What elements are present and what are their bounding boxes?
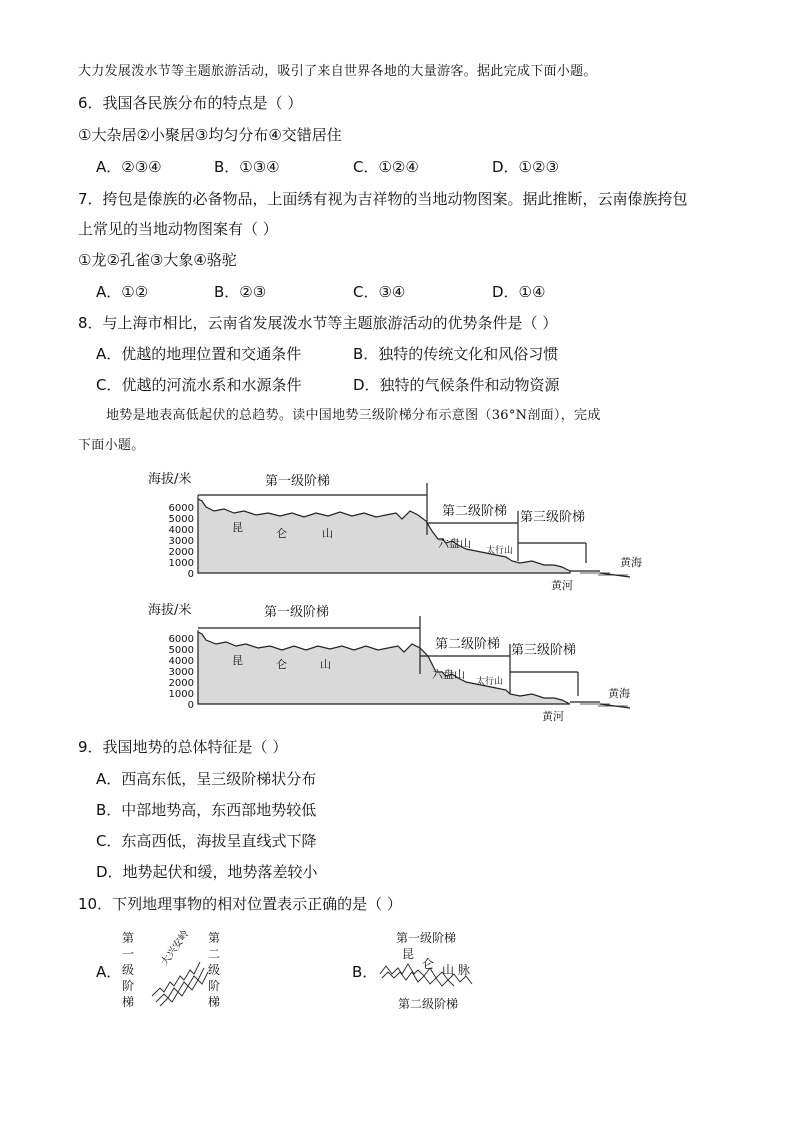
profile2-taihang-label: 太行山	[476, 677, 504, 687]
profile1-taihang-label: 太行山	[486, 546, 514, 556]
profile1-ytick: 2000	[168, 547, 194, 558]
q10-a-right-char: 级	[208, 963, 221, 977]
profile1-sea-label: 黄海	[620, 556, 642, 569]
profile1-ylabel: 海拔/米	[148, 472, 192, 487]
intro-text: 大力发展泼水节等主题旅游活动，吸引了来自世界各地的大量游客。据此完成下面小题。	[78, 64, 597, 79]
profile2-ytick: 5000	[168, 645, 194, 656]
profile1-terrain	[198, 499, 570, 573]
profile1-step2-label: 第二级阶梯	[442, 504, 508, 519]
passage2-line2: 下面小题。	[78, 438, 145, 453]
profile1-kunlun-3: 山	[322, 527, 333, 540]
profile1-ytick: 4000	[168, 525, 194, 536]
q10-option-b-label[interactable]: B．	[352, 963, 378, 981]
q6-option-d[interactable]: D．①②③	[492, 158, 559, 176]
q10-a-left-char: 第	[122, 931, 135, 945]
profile1-step3-label: 第三级阶梯	[520, 510, 586, 525]
q10-b-char: 山	[442, 963, 455, 977]
mountain-range-icon	[152, 962, 208, 1006]
q10-a-right-char: 二	[208, 947, 221, 961]
profile1-step1-label: 第一级阶梯	[265, 474, 331, 489]
profile1-kunlun-1: 昆	[232, 521, 243, 534]
q6-items: ①大杂居②小聚居③均匀分布④交错居住	[78, 126, 342, 144]
profile1-ytick: 0	[187, 569, 194, 580]
q7-options	[96, 282, 696, 302]
profile2-step3-label: 第三级阶梯	[511, 643, 577, 658]
q10-b-top-label: 第一级阶梯	[396, 931, 457, 945]
q7-option-d[interactable]: D．①④	[492, 283, 546, 301]
q8-option-c[interactable]: C．优越的河流水系和水源条件	[96, 376, 302, 394]
q8-option-b[interactable]: B．独特的传统文化和风俗习惯	[353, 345, 559, 363]
q10-option-a-label[interactable]: A．	[96, 963, 122, 981]
q10-a-right-char: 阶	[208, 979, 221, 993]
profile1-ytick: 5000	[168, 514, 194, 525]
profile1-ytick: 3000	[168, 536, 194, 547]
profile2-ytick: 4000	[168, 656, 194, 667]
q8-option-a[interactable]: A．优越的地理位置和交通条件	[96, 345, 302, 363]
q6-stem: 6．我国各民族分布的特点是（ ）	[78, 94, 303, 112]
q9-stem: 9．我国地势的总体特征是（ ）	[78, 738, 288, 756]
q7-option-b[interactable]: B．②③	[214, 283, 267, 301]
q10-b-bottom-label: 第二级阶梯	[398, 997, 459, 1011]
q7-option-a[interactable]: A．①②	[96, 283, 149, 301]
profile2-kunlun-1: 昆	[232, 654, 243, 667]
q10-option-b-diagram	[372, 926, 492, 1014]
q7-stem-line2: 上常见的当地动物图案有（ ）	[78, 220, 278, 238]
q6-option-a[interactable]: A．②③④	[96, 158, 162, 176]
profile2-ytick: 1000	[168, 689, 194, 700]
q9-option-a[interactable]: A．西高东低，呈三级阶梯状分布	[96, 770, 317, 788]
q10-a-right-char: 第	[208, 931, 221, 945]
profile2-ytick: 2000	[168, 678, 194, 689]
terrain-profile-2	[140, 596, 660, 726]
q10-b-char: 昆	[402, 947, 415, 961]
q10-option-a-diagram	[112, 926, 232, 1012]
profile2-ytick: 0	[187, 700, 194, 711]
profile2-ylabel: 海拔/米	[148, 603, 192, 618]
profile2-ytick: 6000	[168, 634, 194, 645]
q10-b-char: 脉	[458, 963, 471, 977]
profile1-ytick: 6000	[168, 503, 194, 514]
profile2-kunlun-2: 仑	[276, 658, 287, 671]
profile2-step2-label: 第二级阶梯	[435, 637, 501, 652]
q10-a-left-char: 一	[122, 947, 135, 961]
q10-stem: 10．下列地理事物的相对位置表示正确的是（ ）	[78, 895, 402, 913]
q9-option-b[interactable]: B．中部地势高，东西部地势较低	[96, 801, 317, 819]
q8-options-row2	[96, 375, 716, 395]
passage2-line1: 地势是地表高低起伏的总趋势。读中国地势三级阶梯分布示意图（36°N剖面），完成	[106, 408, 601, 423]
profile1-ytick: 1000	[168, 558, 194, 569]
q10-b-char: 仑	[422, 957, 435, 971]
profile2-river-label: 黄河	[542, 710, 564, 723]
q6-option-c[interactable]: C．①②④	[353, 158, 419, 176]
q9-option-d[interactable]: D．地势起伏和缓，地势落差较小	[96, 863, 318, 881]
q10-a-mountain-label: 大兴安岭	[159, 928, 192, 968]
q10-a-left-char: 级	[122, 963, 135, 977]
terrain-profile-1	[140, 465, 660, 595]
profile2-step1-label: 第一级阶梯	[264, 605, 330, 620]
q8-options-row1	[96, 344, 716, 364]
q6-option-b[interactable]: B．①③④	[214, 158, 280, 176]
profile1-river-label: 黄河	[551, 579, 573, 592]
q6-options	[96, 157, 696, 177]
q10-a-left-char: 阶	[122, 979, 135, 993]
q7-option-c[interactable]: C．③④	[353, 283, 406, 301]
profile2-ytick: 3000	[168, 667, 194, 678]
q7-items: ①龙②孔雀③大象④骆驼	[78, 251, 237, 269]
q10-a-right-char: 梯	[208, 995, 221, 1009]
q8-option-d[interactable]: D．独特的气候条件和动物资源	[353, 376, 560, 394]
q10-a-left-char: 梯	[122, 995, 135, 1009]
profile2-liupan-label: 六盘山	[432, 668, 465, 681]
profile2-sea-label: 黄海	[608, 687, 630, 700]
q8-stem: 8．与上海市相比，云南省发展泼水节等主题旅游活动的优势条件是（ ）	[78, 314, 558, 332]
q7-stem-line1: 7．挎包是傣族的必备物品，上面绣有视为吉祥物的当地动物图案。据此推断，云南傣族挎包	[78, 190, 688, 208]
profile2-kunlun-3: 山	[320, 658, 331, 671]
profile1-kunlun-2: 仑	[276, 527, 287, 540]
q9-option-c[interactable]: C．东高西低，海拔呈直线式下降	[96, 832, 317, 850]
profile1-liupan-label: 六盘山	[438, 537, 471, 550]
